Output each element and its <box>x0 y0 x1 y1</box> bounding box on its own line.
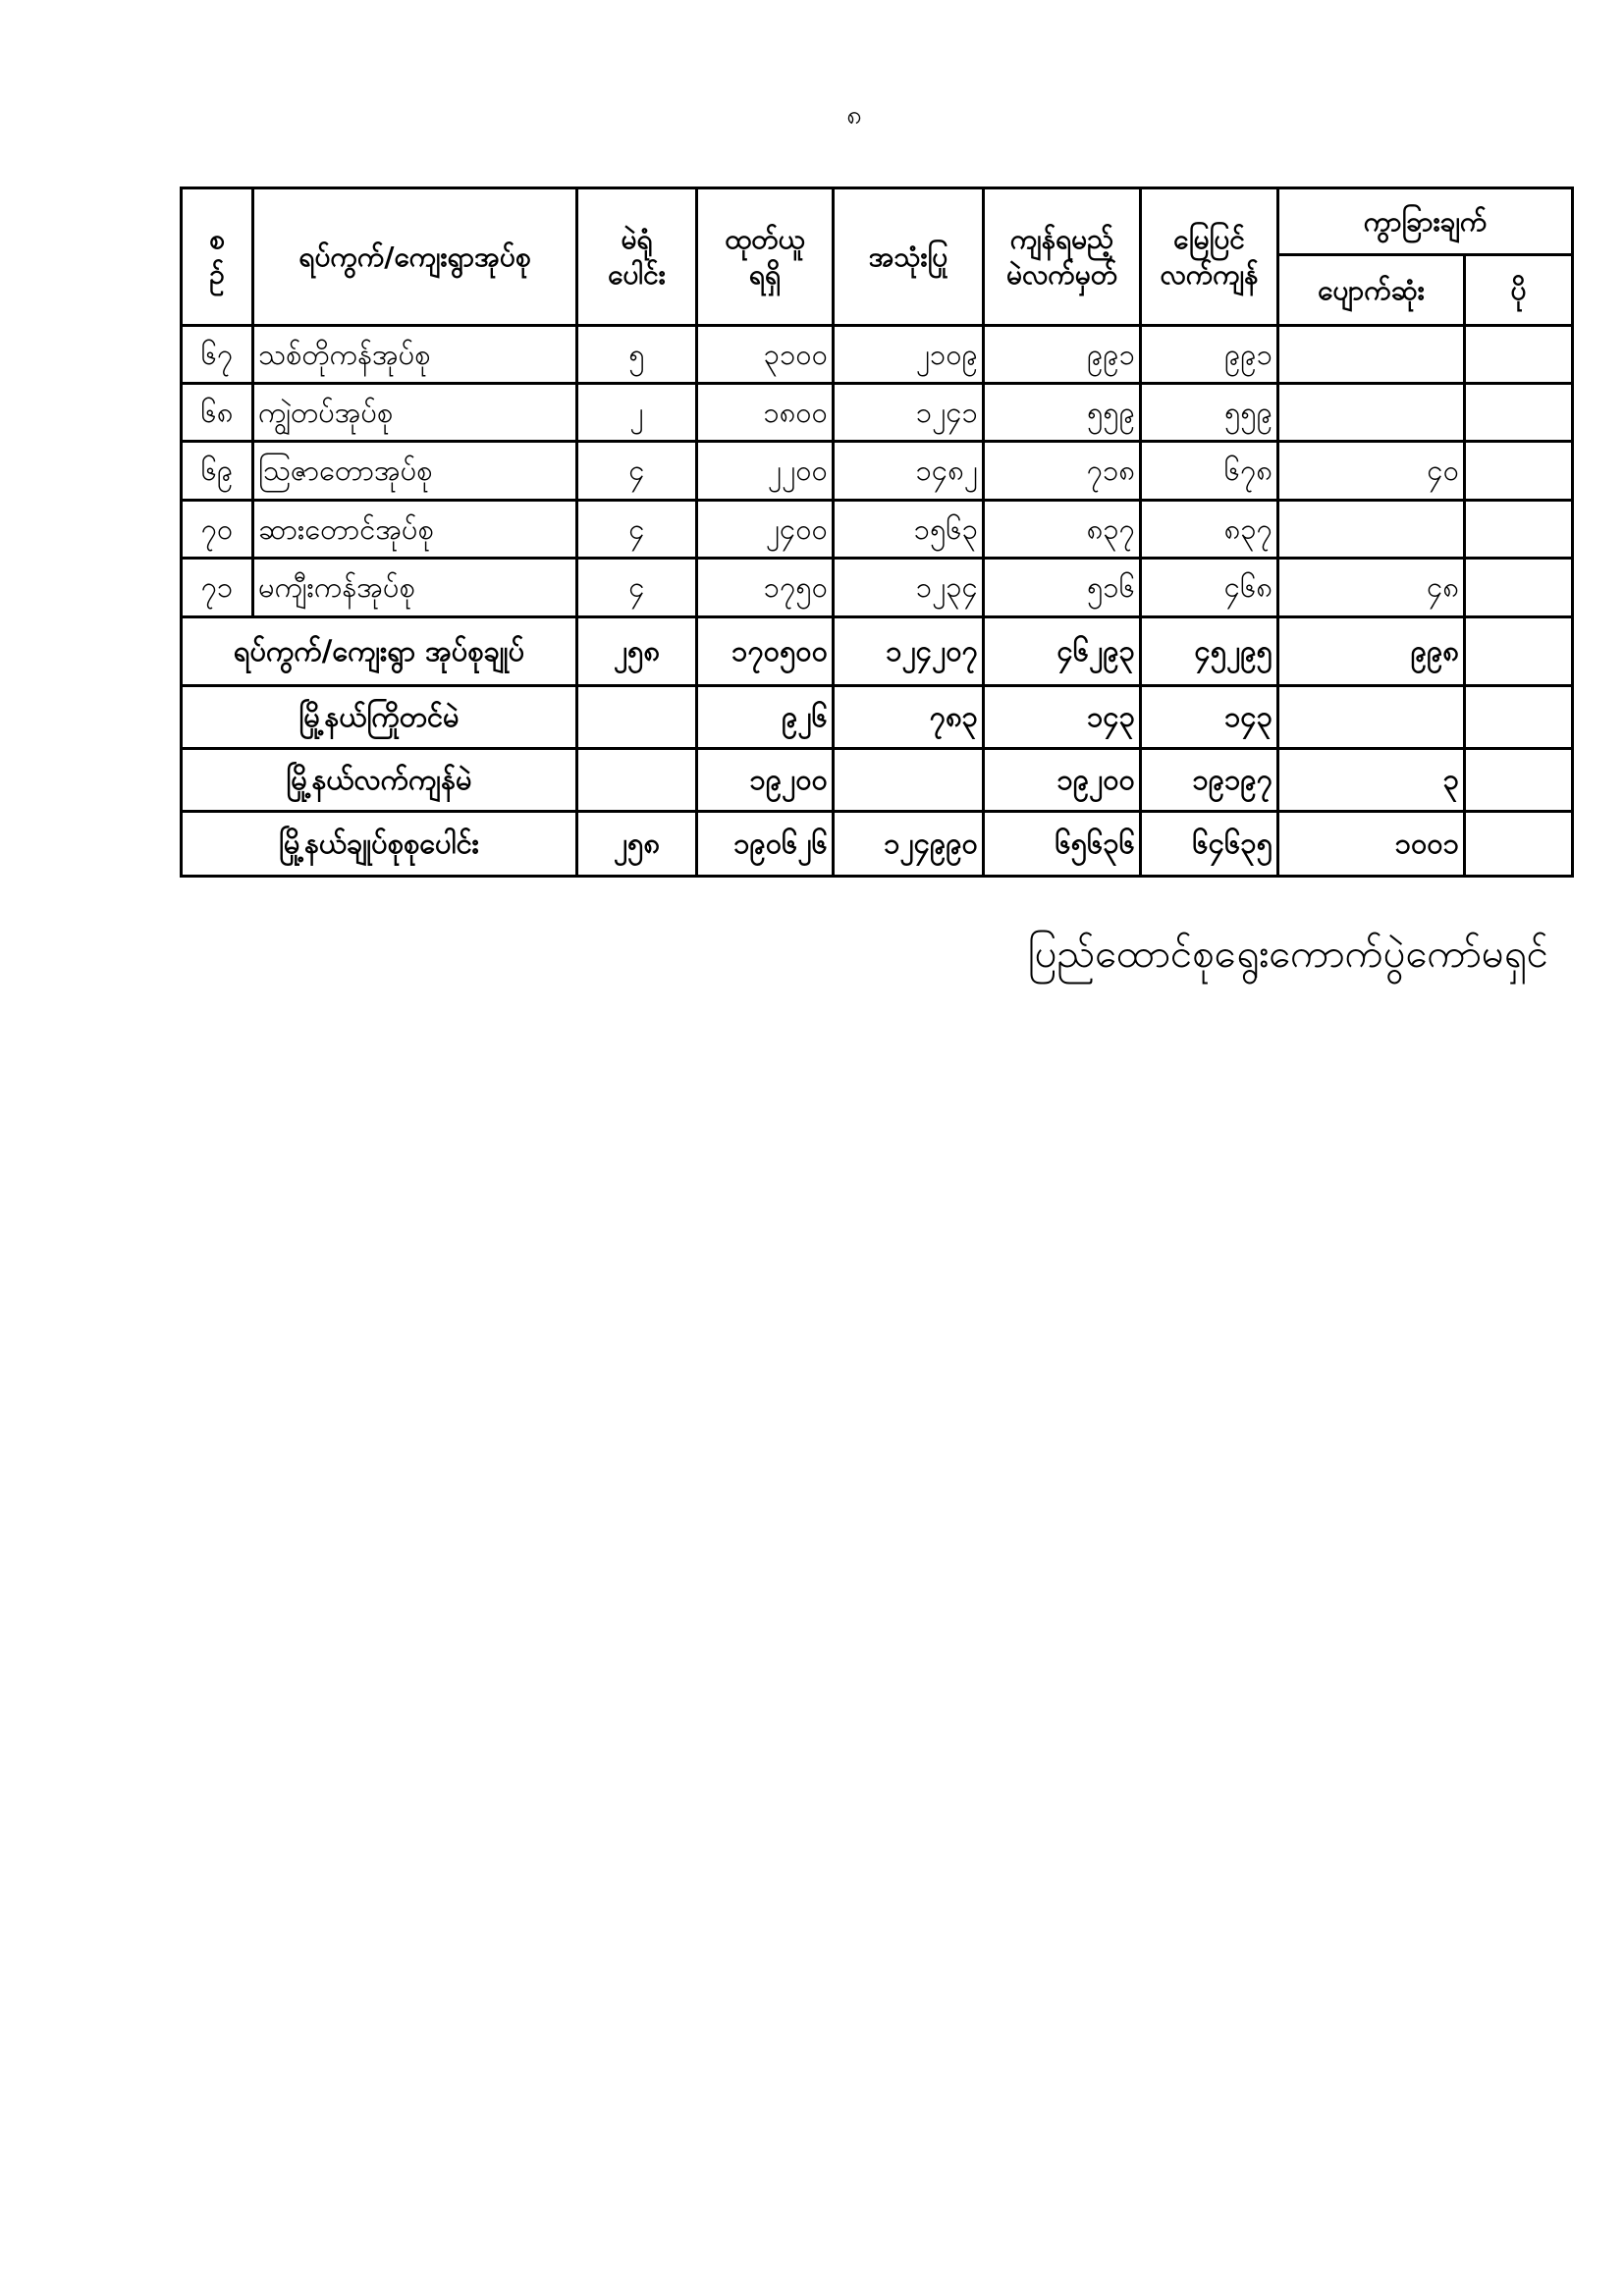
cell-received: ၂၂၀၀ <box>697 442 834 501</box>
footer-signature: ပြည်ထောင်စုရွေးကောက်ပွဲကော်မရှင် <box>1028 932 1548 977</box>
col-header-lost: ပျောက်ဆုံး <box>1278 255 1465 326</box>
cell-ground: ၉၉၁ <box>1141 326 1278 384</box>
cell-extra <box>1465 326 1573 384</box>
summary-row-township-remaining <box>182 749 1573 812</box>
table-row <box>182 559 1573 617</box>
cell-serial: ၇၁ <box>182 559 253 617</box>
col-header-serial <box>182 188 253 326</box>
col-header-difference: ကွာခြားချက် <box>1278 188 1573 255</box>
cell-lost: ၄၈ <box>1278 559 1465 617</box>
cell-extra <box>1465 749 1573 812</box>
cell-extra <box>1465 559 1573 617</box>
cell-name: ဩဇာတောအုပ်စု <box>253 442 577 501</box>
cell-used: ၁၄၈၂ <box>834 442 984 501</box>
cell-remaining: ၄၆၂၉၃ <box>984 617 1141 686</box>
col-header-ground-line2: လက်ကျန် <box>1160 257 1259 291</box>
cell-extra <box>1465 384 1573 442</box>
cell-serial: ၇၀ <box>182 501 253 559</box>
cell-name: ဆားတောင်အုပ်စု <box>253 501 577 559</box>
cell-lost <box>1278 501 1465 559</box>
col-header-received-line2: ရရှိ <box>748 257 782 291</box>
cell-summary-label: မြို့နယ်ကြိုတင်မဲ <box>182 686 577 749</box>
header-row-1 <box>182 188 1573 255</box>
cell-used: ၁၂၄၉၉၀ <box>834 812 984 877</box>
col-header-stations-line2: ပေါင်း <box>608 257 666 291</box>
cell-summary-label: မြို့နယ်ချုပ်စုစုပေါင်း <box>182 812 577 877</box>
cell-lost <box>1278 384 1465 442</box>
page-number: ၈ <box>846 100 862 131</box>
cell-received: ၁၉၀၆၂၆ <box>697 812 834 877</box>
cell-name: သစ်တိုကန်အုပ်စု <box>253 326 577 384</box>
col-header-stations-line1: မဲရုံ <box>621 222 653 255</box>
cell-lost <box>1278 686 1465 749</box>
cell-stations: ၂၅၈ <box>577 617 697 686</box>
cell-ground: ၅၅၉ <box>1141 384 1278 442</box>
cell-serial: ၆၇ <box>182 326 253 384</box>
cell-lost: ၄၀ <box>1278 442 1465 501</box>
cell-remaining: ၁၉၂၀၀ <box>984 749 1141 812</box>
cell-received: ၉၂၆ <box>697 686 834 749</box>
cell-received: ၁၈၀၀ <box>697 384 834 442</box>
col-header-stations <box>577 188 697 326</box>
cell-summary-label: ရပ်ကွက်/ကျေးရွာ အုပ်စုချုပ် <box>182 617 577 686</box>
cell-received: ၁၇၀၅၀၀ <box>697 617 834 686</box>
cell-ground: ၆၇၈ <box>1141 442 1278 501</box>
cell-stations: ၂၅၈ <box>577 812 697 877</box>
cell-used: ၁၂၄၂၀၇ <box>834 617 984 686</box>
table-row <box>182 442 1573 501</box>
table-row <box>182 501 1573 559</box>
cell-lost: ၉၉၈ <box>1278 617 1465 686</box>
cell-received: ၃၁၀၀ <box>697 326 834 384</box>
table-row <box>182 384 1573 442</box>
col-header-ground-line1: မြေပြင် <box>1173 222 1245 255</box>
cell-stations: ၄ <box>577 501 697 559</box>
cell-serial: ၆၈ <box>182 384 253 442</box>
col-header-extra: ပို <box>1465 255 1573 326</box>
cell-remaining: ၉၉၁ <box>984 326 1141 384</box>
cell-stations <box>577 686 697 749</box>
cell-name: ကျွဲတပ်အုပ်စု <box>253 384 577 442</box>
cell-lost: ၁၀၀၁ <box>1278 812 1465 877</box>
cell-ground: ၆၄၆၃၅ <box>1141 812 1278 877</box>
cell-extra <box>1465 617 1573 686</box>
cell-received: ၁၉၂၀၀ <box>697 749 834 812</box>
cell-stations: ၅ <box>577 326 697 384</box>
cell-ground: ၁၉၁၉၇ <box>1141 749 1278 812</box>
cell-used: ၇၈၃ <box>834 686 984 749</box>
summary-row-advance-votes <box>182 686 1573 749</box>
cell-extra <box>1465 812 1573 877</box>
cell-extra <box>1465 686 1573 749</box>
summary-row-wards-villages <box>182 617 1573 686</box>
cell-ground: ၄၆၈ <box>1141 559 1278 617</box>
cell-used <box>834 749 984 812</box>
cell-used: ၁၂၄၁ <box>834 384 984 442</box>
cell-remaining: ၁၄၃ <box>984 686 1141 749</box>
cell-name: မကျီးကန်အုပ်စု <box>253 559 577 617</box>
ballot-summary-table <box>180 187 1574 878</box>
cell-ground: ၄၅၂၉၅ <box>1141 617 1278 686</box>
table-row <box>182 326 1573 384</box>
cell-received: ၂၄၀၀ <box>697 501 834 559</box>
col-header-received <box>697 188 834 326</box>
col-header-ground <box>1141 188 1278 326</box>
cell-remaining: ၇၁၈ <box>984 442 1141 501</box>
cell-lost <box>1278 326 1465 384</box>
col-header-remaining-line1: ကျန်ရမည့် <box>1009 222 1114 255</box>
cell-stations: ၄ <box>577 559 697 617</box>
col-header-remaining-line2: မဲလက်မှတ် <box>1006 257 1117 291</box>
cell-received: ၁၇၅၀ <box>697 559 834 617</box>
cell-stations: ၂ <box>577 384 697 442</box>
cell-remaining: ၆၅၆၃၆ <box>984 812 1141 877</box>
cell-stations: ၄ <box>577 442 697 501</box>
cell-ground: ၁၄၃ <box>1141 686 1278 749</box>
col-header-name: ရပ်ကွက်/ကျေးရွာအုပ်စု <box>253 188 577 326</box>
cell-ground: ၈၃၇ <box>1141 501 1278 559</box>
cell-used: ၁၂၃၄ <box>834 559 984 617</box>
col-header-serial-line1: စ <box>209 222 225 255</box>
cell-extra <box>1465 501 1573 559</box>
cell-used: ၁၅၆၃ <box>834 501 984 559</box>
cell-remaining: ၅၁၆ <box>984 559 1141 617</box>
cell-lost: ၃ <box>1278 749 1465 812</box>
col-header-serial-line2: ဉ် <box>209 257 225 291</box>
cell-stations <box>577 749 697 812</box>
cell-remaining: ၅၅၉ <box>984 384 1141 442</box>
col-header-received-line1: ထုတ်ယူ <box>725 222 805 255</box>
col-header-remaining <box>984 188 1141 326</box>
cell-used: ၂၁၀၉ <box>834 326 984 384</box>
cell-summary-label: မြို့နယ်လက်ကျန်မဲ <box>182 749 577 812</box>
cell-serial: ၆၉ <box>182 442 253 501</box>
summary-row-township-total <box>182 812 1573 877</box>
cell-remaining: ၈၃၇ <box>984 501 1141 559</box>
cell-extra <box>1465 442 1573 501</box>
col-header-used: အသုံးပြု <box>834 188 984 326</box>
